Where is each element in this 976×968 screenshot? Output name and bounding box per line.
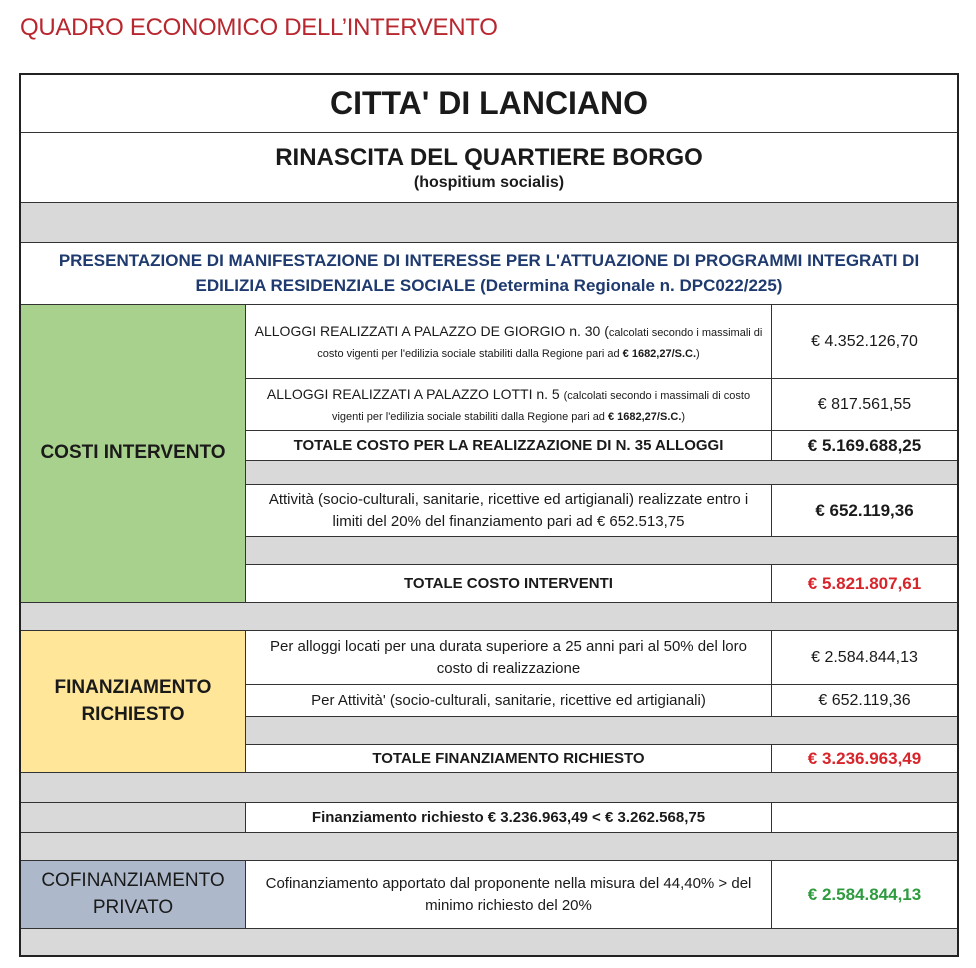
total-costo-label: TOTALE COSTO INTERVENTI [404, 574, 613, 592]
spacer-band-2 [21, 603, 957, 631]
presentation-line-1: PRESENTAZIONE DI MANIFESTAZIONE DI INTERESSE PER L'ATTUAZIONE DI PROGRAMMI INTEGRATI DI [58, 250, 920, 270]
cofinanziamento-value-cell [772, 861, 957, 929]
city-title-row [21, 75, 957, 133]
total-finanziamento-value: € 3.236.963,49 [807, 748, 922, 768]
check-empty-label [21, 803, 246, 833]
city-title: CITTA' DI LANCIANO [329, 85, 649, 121]
finanziamento-row-2-label: Per Attività' (socio-culturali, sanitarie, ricettive ed artigianali) [311, 691, 706, 709]
spacer-band-4 [21, 833, 957, 861]
costi-row-2-main: ALLOGGI REALIZZATI A PALAZZO LOTTI n. 5 [266, 385, 564, 402]
project-subtitle: (hospitium socialis) [413, 173, 565, 191]
costi-label: COSTI INTERVENTO [40, 442, 226, 464]
attivita-value: € 652.119,36 [815, 500, 914, 520]
total-costo-value-cell [772, 565, 957, 603]
project-title: RINASCITA DEL QUARTIERE BORGO [275, 143, 703, 171]
spacer-band-3 [21, 773, 957, 803]
costi-row-2-value: € 817.561,55 [817, 395, 912, 413]
total-alloggi-label: TOTALE COSTO PER LA REALIZZAZIONE DI N. 35 ALLOGGI [293, 436, 724, 454]
costi-row-1-value: € 4.352.126,70 [811, 332, 918, 350]
total-alloggi-value: € 5.169.688,25 [807, 435, 922, 455]
costi-row-1-value-cell [772, 305, 957, 379]
finanziamento-label-line-2: RICHIESTO [81, 703, 185, 725]
finanziamento-row-2-value: € 652.119,36 [818, 691, 911, 709]
cofinanziamento-label-line-2: PRIVATO [92, 896, 174, 918]
costi-row-1-rate: € 1682,27/S.C. [622, 347, 697, 360]
cofinanziamento-label-cell [21, 861, 246, 929]
total-finanziamento-desc [246, 745, 772, 773]
presentation-line-2: EDILIZIA RESIDENZIALE SOCIALE (Determina Regionale n. DPC022/225) [195, 275, 783, 295]
finanziamento-row-1-value-cell [772, 631, 957, 685]
presentation-row [21, 243, 957, 305]
costi-spacer-2 [246, 537, 957, 565]
finanziamento-label-cell [21, 631, 246, 773]
total-alloggi-desc [246, 431, 772, 461]
spacer-band-5 [21, 929, 957, 955]
quadro-economico-table [19, 73, 959, 957]
costi-row-2-note-end: ) [681, 410, 686, 423]
costi-spacer-1 [246, 461, 957, 485]
check-desc [246, 803, 772, 833]
finanziamento-spacer [246, 717, 957, 745]
costi-row-2-desc [246, 379, 772, 431]
total-finanziamento-label: TOTALE FINANZIAMENTO RICHIESTO [372, 749, 645, 767]
spacer-band-1 [21, 203, 957, 243]
attivita-label: Attività (socio-culturali, sanitarie, ricettive ed artigianali) realizzate entro i limiti del 20% del finanziamento pari ad € 652.513,75 [268, 490, 749, 530]
costi-row-2-value-cell [772, 379, 957, 431]
finanziamento-row-2-desc [246, 685, 772, 717]
costi-row-1-note-end: ) [696, 347, 700, 360]
finanziamento-row-1-label: Per alloggi locati per una durata superiore a 25 anni pari al 50% del loro costo di realizzazione [270, 637, 747, 677]
finanziamento-row-1-desc [246, 631, 772, 685]
project-title-row [21, 133, 957, 203]
costi-label-cell [21, 305, 246, 603]
finanziamento-row-1-value: € 2.584.844,13 [811, 648, 918, 666]
finanziamento-row-2-value-cell [772, 685, 957, 717]
check-value-cell [772, 803, 957, 833]
costi-row-2-text [254, 384, 763, 426]
costi-row-2-note: (calcolati secondo i massimali di costo vigenti per l'edilizia sociale stabiliti dalla Regione pari ad [331, 389, 751, 423]
cofinanziamento-label-line-1: COFINANZIAMENTO [41, 869, 225, 891]
document-heading: QUADRO ECONOMICO DELL’INTERVENTO [20, 14, 498, 41]
costi-row-1-desc [246, 305, 772, 379]
attivita-value-cell [772, 485, 957, 537]
costi-row-1-note: calcolati secondo i massimali di costo vigenti per l'edilizia sociale stabiliti dalla Regione pari ad [317, 326, 763, 360]
cofinanziamento-label: Cofinanziamento apportato dal proponente nella misura del 44,40% > del minimo richiesto del 20% [265, 874, 752, 914]
cofinanziamento-value: € 2.584.844,13 [807, 884, 922, 904]
cofinanziamento-desc [246, 861, 772, 929]
attivita-desc [246, 485, 772, 537]
total-finanziamento-value-cell [772, 745, 957, 773]
costi-row-2-rate: € 1682,27/S.C. [607, 410, 682, 423]
total-alloggi-value-cell [772, 431, 957, 461]
costi-row-1-main: ALLOGGI REALIZZATI A PALAZZO DE GIORGIO n. 30 ( [254, 322, 609, 339]
total-costo-desc [246, 565, 772, 603]
check-label: Finanziamento richiesto € 3.236.963,49 < € 3.262.568,75 [311, 808, 706, 826]
total-costo-value: € 5.821.807,61 [807, 573, 922, 593]
finanziamento-label-line-1: FINANZIAMENTO [54, 676, 212, 698]
costi-row-1-text [254, 321, 763, 363]
